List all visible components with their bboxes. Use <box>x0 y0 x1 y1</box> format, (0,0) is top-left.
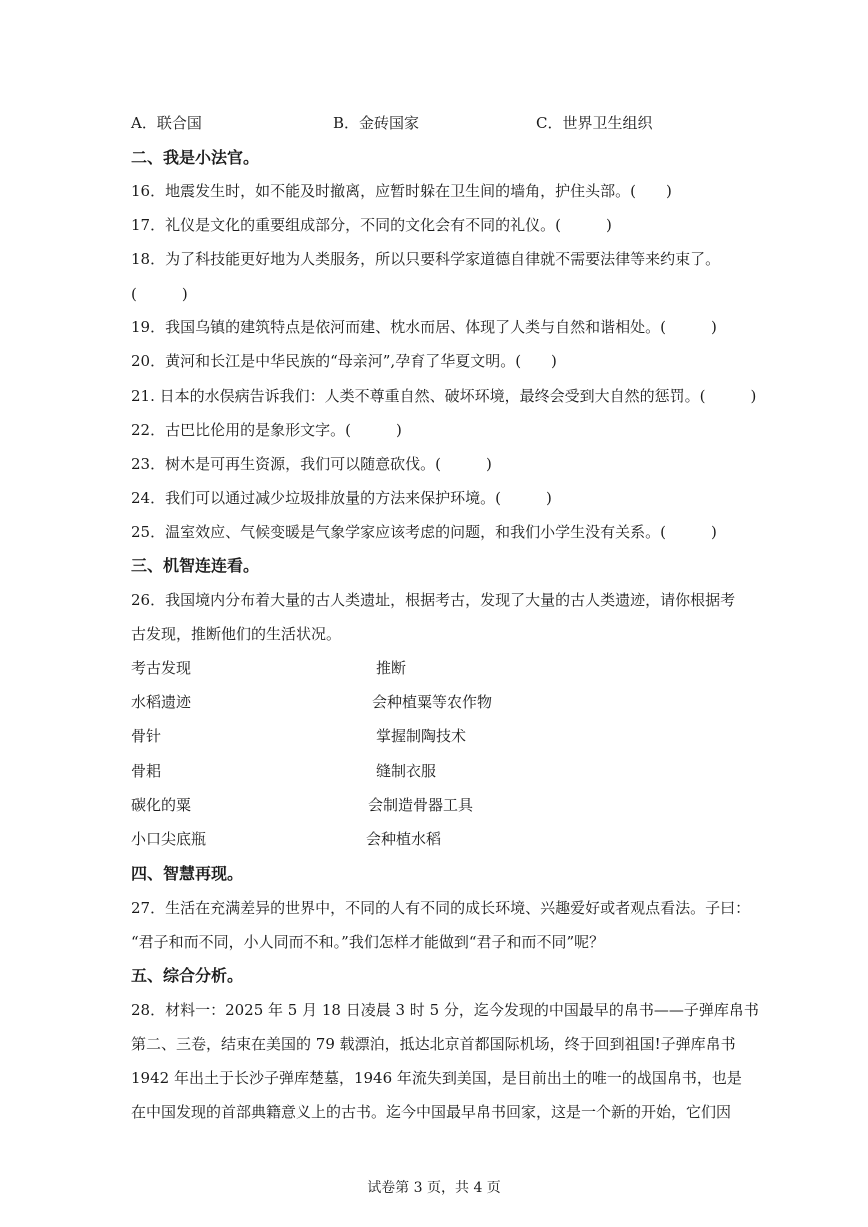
question-27-line-2: “君子和而不同，小人同而不和。”我们怎样才能做到“君子和而不同”呢？ <box>131 933 605 951</box>
question-23: 23．树木是可再生资源，我们可以随意砍伐。( ) <box>131 455 492 473</box>
section-2-heading: 二、我是小法官。 <box>131 148 260 167</box>
inference-item: 缝制衣服 <box>376 762 437 780</box>
page-footer: 试卷第 3 页，共 4 页 <box>367 1180 501 1196</box>
question-24: 24．我们可以通过减少垃圾排放量的方法来保护环境。( ) <box>131 489 552 507</box>
question-26-line-2: 古发现，推断他们的生活状况。 <box>131 625 342 643</box>
option-a: A．联合国 <box>131 114 202 132</box>
section-4-heading: 四、智慧再现。 <box>131 864 244 883</box>
question-18-answer-blank: ( ) <box>131 285 188 303</box>
question-28-line-3: 1942 年出土于长沙子弹库楚墓，1946 年流失到美国，是目前出土的唯一的战国帛书，也是 <box>131 1069 742 1087</box>
question-26-line-1: 26．我国境内分布着大量的古人类遗址，根据考古，发现了大量的古人类遗迹，请你根据考 <box>131 591 736 609</box>
question-25: 25．温室效应、气候变暖是气象学家应该考虑的问题，和我们小学生没有关系。( ) <box>131 523 717 541</box>
question-28-line-4: 在中国发现的首部典籍意义上的古书。迄今中国最早帛书回家，这是一个新的开始，它们因 <box>131 1103 732 1121</box>
inference-item: 会种植水稻 <box>366 830 442 848</box>
inference-item: 掌握制陶技术 <box>376 727 467 745</box>
question-17: 17．礼仪是文化的重要组成部分，不同的文化会有不同的礼仪。( ) <box>131 216 612 234</box>
question-21: 21. 日本的水俣病告诉我们：人类不尊重自然、破坏环境，最终会受到大自然的惩罚。( ) <box>131 387 757 405</box>
finding-item: 骨针 <box>131 727 162 745</box>
question-16: 16．地震发生时，如不能及时撤离，应暂时躲在卫生间的墙角，护住头部。( ) <box>131 182 672 200</box>
inference-item: 会种植粟等农作物 <box>372 693 493 711</box>
question-22: 22．古巴比伦用的是象形文字。( ) <box>131 421 402 439</box>
finding-item: 水稻遗迹 <box>131 693 192 711</box>
option-c: C．世界卫生组织 <box>536 114 653 132</box>
column-header-inference: 推断 <box>376 659 407 677</box>
finding-item: 小口尖底瓶 <box>131 830 207 848</box>
inference-item: 会制造骨器工具 <box>368 796 474 814</box>
column-header-findings: 考古发现 <box>131 659 192 677</box>
question-28-line-1: 28．材料一：2025 年 5 月 18 日凌晨 3 时 5 分，迄今发现的中国最早的帛书——子弹库帛书 <box>131 1001 759 1019</box>
finding-item: 骨耜 <box>131 762 162 780</box>
section-5-heading: 五、综合分析。 <box>131 966 244 985</box>
question-20: 20．黄河和长江是中华民族的“母亲河”,孕育了华夏文明。( ) <box>131 352 557 370</box>
question-18: 18．为了科技能更好地为人类服务，所以只要科学家道德自律就不需要法律等来约束了。 <box>131 250 721 268</box>
question-28-line-2: 第二、三卷，结束在美国的 79 载漂泊，抵达北京首都国际机场，终于回到祖国!子弹库帛书 <box>131 1035 736 1053</box>
finding-item: 碳化的粟 <box>131 796 192 814</box>
option-b: B．金砖国家 <box>333 114 420 132</box>
section-3-heading: 三、机智连连看。 <box>131 556 260 575</box>
question-19: 19．我国乌镇的建筑特点是依河而建、枕水而居、体现了人类与自然和谐相处。( ) <box>131 318 717 336</box>
question-27-line-1: 27．生活在充满差异的世界中，不同的人有不同的成长环境、兴趣爱好或者观点看法。子曰： <box>131 899 751 917</box>
